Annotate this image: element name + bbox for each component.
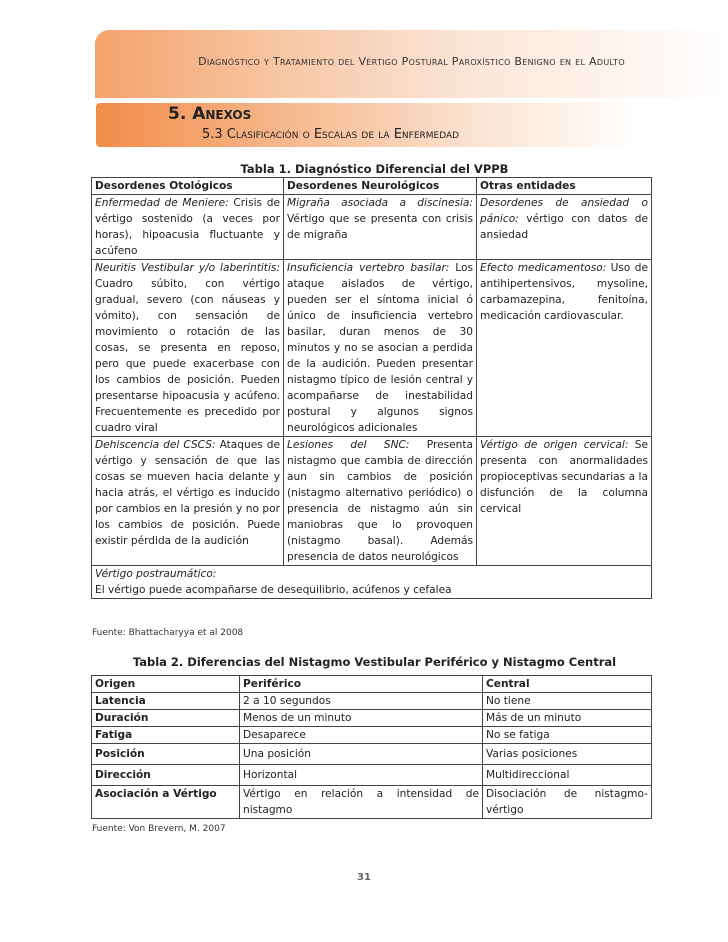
cell-title: Neuritis Vestibular y/o laberintitis:	[95, 262, 280, 274]
table-cell	[477, 260, 652, 437]
table-row	[92, 260, 652, 437]
row-label: Asociación a Vértigo	[92, 786, 240, 819]
cell-title: Lesiones del SNC:	[287, 439, 410, 451]
row-label: Fatiga	[92, 727, 240, 744]
table-cell	[477, 437, 652, 566]
table-cell	[92, 195, 284, 260]
table-cell: Multidireccional	[483, 765, 652, 786]
cell-title: Desordenes de ansiedad o pánico:	[480, 197, 648, 225]
table-row	[92, 566, 652, 599]
cell-body: Uso de antihipertensivos, mysoline, carbamazepina, fenitoína, medicación cardiovascular.	[480, 262, 648, 322]
table-cell	[284, 260, 477, 437]
table-cell	[284, 195, 477, 260]
cell-body: Cuadro súbito, con vértigo gradual, severo (con náuseas y vómito), con sensación de movimiento o rotación de las cosas, se presenta en reposo, pero que puede exacerbase con los cambios de posición. Pueden presentarse hipoacusia y acúfeno. Frecuentemente es precedido por cuadro viral	[95, 278, 280, 434]
table-cell: Varias posiciones	[483, 744, 652, 765]
column-header: Periférico	[240, 676, 483, 693]
table-row	[92, 727, 652, 744]
table-row	[92, 765, 652, 786]
cell-title: Vértigo de origen cervical:	[480, 439, 629, 451]
page-number: 31	[357, 872, 371, 883]
table-cell: Una posición	[240, 744, 483, 765]
table-header-row	[92, 178, 652, 195]
table-row	[92, 744, 652, 765]
table-cell: Horizontal	[240, 765, 483, 786]
table-row	[92, 437, 652, 566]
table-cell: Más de un minuto	[483, 710, 652, 727]
cell-body: vértigo con datos de ansiedad	[480, 213, 648, 241]
table-cell: 2 a 10 segundos	[240, 693, 483, 710]
table-cell	[477, 195, 652, 260]
running-title: Diagnóstico y Tratamiento del Vértigo Postural Paroxístico Benigno en el Adulto	[198, 55, 625, 68]
subsection-title: 5.3 Clasificación o Escalas de la Enfermedad	[202, 127, 460, 142]
cell-title: Vértigo postraumático:	[95, 568, 217, 580]
cell-title: Insuficiencia vertebro basilar:	[287, 262, 450, 274]
table-cell	[284, 437, 477, 566]
table2-caption: Tabla 2. Diferencias del Nistagmo Vestibular Periférico y Nistagmo Central	[132, 655, 617, 669]
cell-title: Efecto medicamentoso:	[480, 262, 607, 274]
column-header: Otras entidades	[477, 178, 652, 195]
cell-body: Ataques de vértigo y sensación de que las cosas se mueven hacia delante y hacia atrás, el vértigo es inducido por cambios en la presión y no por los cambios de posición. Puede existir pérdida de la audición	[95, 439, 281, 547]
nystagmus-table	[91, 675, 652, 819]
table-cell	[92, 566, 652, 599]
cell-body: Crisis de vértigo sostenido (a veces por horas), hipoacusia fluctuante y acúfeno	[95, 197, 280, 257]
cell-body: Vértigo que se presenta con crisis de migraña	[287, 213, 473, 241]
table-row	[92, 693, 652, 710]
column-header: Desordenes Otológicos	[92, 178, 284, 195]
column-header: Central	[483, 676, 652, 693]
table-row	[92, 195, 652, 260]
cell-body: El vértigo puede acompañarse de desequilibrio, acúfenos y cefalea	[95, 584, 452, 596]
row-label: Dirección	[92, 765, 240, 786]
column-header: Origen	[92, 676, 240, 693]
row-label: Latencia	[92, 693, 240, 710]
cell-title: Dehiscencia del CSCS:	[95, 439, 216, 451]
table-cell: Vértigo en relación a intensidad de nistagmo	[240, 786, 483, 819]
table-cell: No se fatiga	[483, 727, 652, 744]
differential-diagnosis-table	[91, 177, 652, 599]
table-row	[92, 786, 652, 819]
table1-caption: Tabla 1. Diagnóstico Diferencial del VPPB	[240, 162, 509, 176]
section-title: 5. Anexos	[168, 104, 252, 124]
table2-source: Fuente: Von Brevern, M. 2007	[92, 824, 226, 834]
table-cell	[92, 260, 284, 437]
cell-body: Presenta nistagmo que cambia de dirección aun sin cambios de posición (nistagmo alternativo periódico) o presencia de nistagmo aún sin maniobras que lo provoquen (nistagmo basal). Además presencia de datos neurológicos	[287, 439, 473, 563]
table-cell: Desaparece	[240, 727, 483, 744]
cell-title: Enfermedad de Meniere:	[95, 197, 229, 209]
table-cell: No tiene	[483, 693, 652, 710]
table-cell	[92, 437, 284, 566]
table-header-row	[92, 676, 652, 693]
row-label: Duración	[92, 710, 240, 727]
table1-source: Fuente: Bhattacharyya et al 2008	[92, 628, 244, 638]
column-header: Desordenes Neurológicos	[284, 178, 477, 195]
row-label: Posición	[92, 744, 240, 765]
table-row	[92, 710, 652, 727]
table-cell: Disociación de nistagmo-vértigo	[483, 786, 652, 819]
cell-body: Se presenta con anormalidades propioceptivas secundarias a la disfunción de la columna cervical	[480, 439, 648, 515]
table-cell: Menos de un minuto	[240, 710, 483, 727]
cell-body: Los ataque aislados de vértigo, pueden ser el síntoma inicial ó único de insuficiencia vertebro basilar, duran menos de 30 minutos y no se asocian a perdida de la audición. Pueden presentar nistagmo típico de lesión central y acompañarse de inestabilidad postural y algunos signos neurológicos adicionales	[287, 262, 474, 434]
cell-title: Migraña asociada a discinesia:	[287, 197, 473, 209]
